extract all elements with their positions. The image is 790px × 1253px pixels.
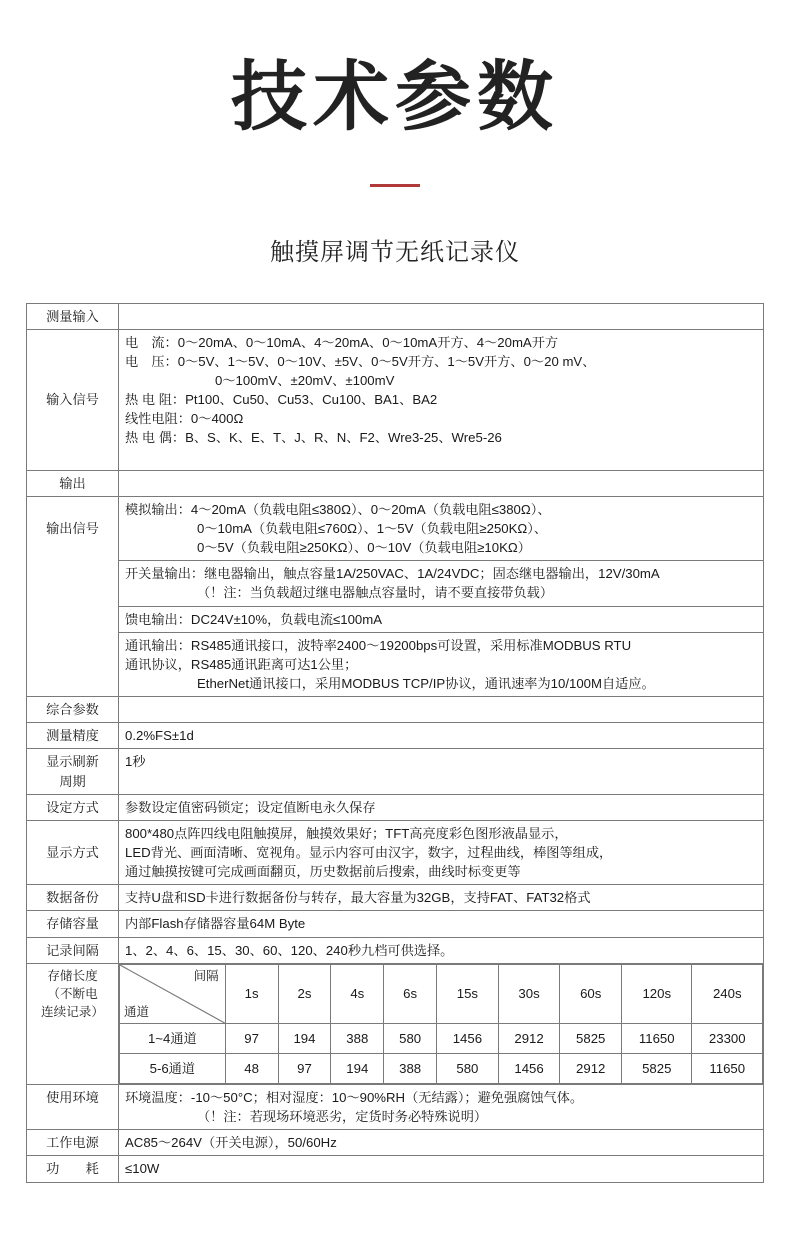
page-subtitle: 触摸屏调节无纸记录仪 [270, 238, 520, 266]
output-comm-line-3: EtherNet通讯接口，采用MODBUS TCP/IP协议，通讯速率为10/100M自适应。 [197, 675, 655, 691]
length-cell-0-3: 580 [384, 1023, 437, 1053]
row-label-output-switch-empty [27, 561, 119, 606]
row-label-accuracy: 测量精度 [27, 723, 119, 749]
length-cell-1-2: 194 [331, 1053, 384, 1083]
output-comm-line-2: 通讯协议，RS485通讯距离可达1公里； [125, 656, 358, 672]
length-cell-1-0: 48 [225, 1053, 278, 1083]
refresh-label-line-1: 显示刷新 [46, 754, 99, 770]
table-row-setting [27, 794, 764, 820]
row-value-power: AC85～264V（开关电源），50/60Hz [119, 1130, 764, 1156]
row-label-output-comm-empty [27, 632, 119, 696]
row-value-backup: 支持U盘和SD卡进行数据备份与转存，最大容量为32GB，支持FAT、FAT32格式 [119, 885, 764, 911]
row-label-interval: 记录间隔 [27, 937, 119, 963]
output-switch-line-1: 开关量输出：继电器输出，触点容量1A/250VAC、1A/24VDC；固态继电器输出，12V/30mA [125, 566, 660, 582]
row-value-output-feed: 馈电输出：DC24V±10%，负载电流≤100mA [119, 606, 764, 632]
length-header-interval-8: 240s [692, 964, 763, 1023]
length-cell-1-8: 11650 [692, 1053, 763, 1083]
table-row-output-switch [27, 561, 764, 606]
row-value-input-signal [119, 329, 764, 470]
row-label-input-signal: 输入信号 [27, 329, 119, 470]
row-value-output-analog [119, 496, 764, 560]
table-row-section-measure [27, 303, 764, 329]
table-row-consumption [27, 1156, 764, 1182]
length-corner-bottom-label: 通道 [124, 1004, 150, 1019]
length-cell-1-7: 5825 [622, 1053, 692, 1083]
refresh-value-text: 1秒 [125, 754, 146, 770]
length-cell-1-3: 388 [384, 1053, 437, 1083]
length-cell-0-7: 11650 [622, 1023, 692, 1053]
length-header-interval-7: 120s [622, 964, 692, 1023]
env-line-1: 环境温度：-10～50°C；相对湿度：10～90%RH（无结露）；避免强腐蚀气体。 [125, 1089, 584, 1105]
display-line-1: 800*480点阵四线电阻触摸屏，触摸效果好；TFT高亮度彩色图形液晶显示， [125, 825, 568, 841]
input-signal-line-4: 热 电 阻：Pt100、Cu50、Cu53、Cu100、BA1、BA2 [125, 392, 438, 408]
length-cell-1-6: 2912 [560, 1053, 622, 1083]
length-header-interval-0: 1s [225, 964, 278, 1023]
table-row-output-comm [27, 632, 764, 696]
table-row-length-data-0 [120, 1023, 763, 1053]
row-label-power: 工作电源 [27, 1130, 119, 1156]
spec-table-wrap [26, 303, 764, 1183]
length-table-corner [120, 964, 226, 1023]
table-row-backup [27, 885, 764, 911]
length-cell-0-5: 2912 [498, 1023, 560, 1053]
length-header-interval-6: 60s [560, 964, 622, 1023]
length-cell-0-2: 388 [331, 1023, 384, 1053]
length-header-interval-3: 6s [384, 964, 437, 1023]
table-row-output-feed [27, 606, 764, 632]
row-label-backup: 数据备份 [27, 885, 119, 911]
length-row-name-1: 5-6通道 [120, 1053, 226, 1083]
table-row-environment [27, 1084, 764, 1129]
table-row-section-general [27, 697, 764, 723]
length-header-interval-4: 15s [437, 964, 499, 1023]
section-label-general: 综合参数 [27, 697, 119, 723]
row-label-capacity: 存储容量 [27, 911, 119, 937]
table-row-section-output [27, 470, 764, 496]
row-value-display [119, 820, 764, 884]
row-value-interval: 1、2、4、6、15、30、60、120、240秒九档可供选择。 [119, 937, 764, 963]
length-cell-0-1: 194 [278, 1023, 331, 1053]
table-row-capacity [27, 911, 764, 937]
display-line-2: LED背光、画面清晰、宽视角。显示内容可由汉字，数字，过程曲线，棒图等组成， [125, 844, 613, 860]
table-row-refresh [27, 749, 764, 794]
table-row-accuracy [27, 723, 764, 749]
length-cell-1-5: 1456 [498, 1053, 560, 1083]
page-title: 技术参数 [231, 55, 559, 140]
row-label-environment: 使用环境 [27, 1084, 119, 1129]
length-cell-0-8: 23300 [692, 1023, 763, 1053]
input-signal-line-6: 热 电 偶：B、S、K、E、T、J、R、N、F2、Wre3-25、Wre5-26 [125, 430, 502, 446]
length-cell-0-6: 5825 [560, 1023, 622, 1053]
accent-rule [370, 184, 420, 187]
table-row-power [27, 1130, 764, 1156]
length-table [119, 964, 763, 1084]
row-value-setting: 参数设定值密码锁定；设定值断电永久保存 [119, 794, 764, 820]
length-cell-1-1: 97 [278, 1053, 331, 1083]
row-value-output-comm [119, 632, 764, 696]
row-value-output-switch [119, 561, 764, 606]
length-header-interval-1: 2s [278, 964, 331, 1023]
spec-table [26, 303, 764, 1183]
section-label-measure-input: 测量输入 [27, 303, 119, 329]
table-row-output-analog [27, 496, 764, 560]
row-value-environment [119, 1084, 764, 1129]
row-label-setting: 设定方式 [27, 794, 119, 820]
length-table-header-row [120, 964, 763, 1023]
row-value-length-table [119, 963, 764, 1084]
length-row-name-0: 1~4通道 [120, 1023, 226, 1053]
row-value-capacity: 内部Flash存储器容量64M Byte [119, 911, 764, 937]
table-row-display [27, 820, 764, 884]
input-signal-line-3: 0～100mV、±20mV、±100mV [215, 373, 395, 389]
row-label-refresh [27, 749, 119, 794]
refresh-spacer [125, 772, 757, 791]
length-label-line-2: （不断电 [47, 986, 98, 1001]
env-line-2: （！注：若现场环境恶劣，定货时务必特殊说明） [197, 1109, 488, 1125]
length-header-interval-5: 30s [498, 964, 560, 1023]
input-signal-line-5: 线性电阻：0～400Ω [125, 411, 244, 427]
row-value-accuracy: 0.2%FS±1d [119, 723, 764, 749]
length-corner-top-label: 间隔 [193, 968, 219, 983]
table-row-interval [27, 937, 764, 963]
table-row-input-signal [27, 329, 764, 470]
refresh-label-line-2: 周期 [59, 773, 86, 789]
row-value-consumption: ≤10W [119, 1156, 764, 1182]
section-label-output: 输出 [27, 470, 119, 496]
length-label-line-1: 存储长度 [47, 968, 98, 983]
table-row-length [27, 963, 764, 1084]
table-row-length-data-1 [120, 1053, 763, 1083]
output-analog-line-2: 0～10mA（负载电阻≤760Ω）、1～5V（负载电阻≥250KΩ）、 [197, 521, 548, 536]
input-signal-spacer [125, 448, 757, 467]
output-comm-line-1: 通讯输出：RS485通讯接口，波特率2400～19200bps可设置，采用标准MODBUS RTU [125, 637, 632, 653]
row-label-length [27, 963, 119, 1084]
row-label-output-feed-empty [27, 606, 119, 632]
row-label-display: 显示方式 [27, 820, 119, 884]
length-cell-0-0: 97 [225, 1023, 278, 1053]
length-cell-0-4: 1456 [437, 1023, 499, 1053]
input-signal-line-2: 电 压：0～5V、1～5V、0～10V、±5V、0～5V开方、1～5V开方、0～20 mV、 [125, 353, 596, 369]
row-value-refresh [119, 749, 764, 794]
input-signal-line-1: 电 流：0～20mA、0～10mA、4～20mA、0～10mA开方、4～20mA开方 [125, 334, 559, 350]
output-analog-line-1: 模拟输出：4～20mA（负载电阻≤380Ω）、0～20mA（负载电阻≤380Ω）、 [125, 501, 551, 517]
output-switch-line-2: （！注：当负载超过继电器触点容量时，请不要直接带负载） [197, 585, 554, 601]
length-label-line-3: 连续记录） [41, 1005, 104, 1020]
section-spacer-general [119, 697, 764, 723]
output-analog-line-3: 0～5V（负载电阻≥250KΩ）、0～10V（负载电阻≥10KΩ） [197, 540, 531, 556]
section-spacer-output [119, 470, 764, 496]
title-divider [0, 174, 790, 192]
row-label-consumption: 功 耗 [27, 1156, 119, 1182]
length-header-interval-2: 4s [331, 964, 384, 1023]
section-spacer-measure [119, 303, 764, 329]
row-label-output-signal: 输出信号 [27, 496, 119, 560]
display-line-3: 通过触摸按键可完成画面翻页，历史数据前后搜索，曲线时标变更等 [125, 864, 521, 880]
length-cell-1-4: 580 [437, 1053, 499, 1083]
